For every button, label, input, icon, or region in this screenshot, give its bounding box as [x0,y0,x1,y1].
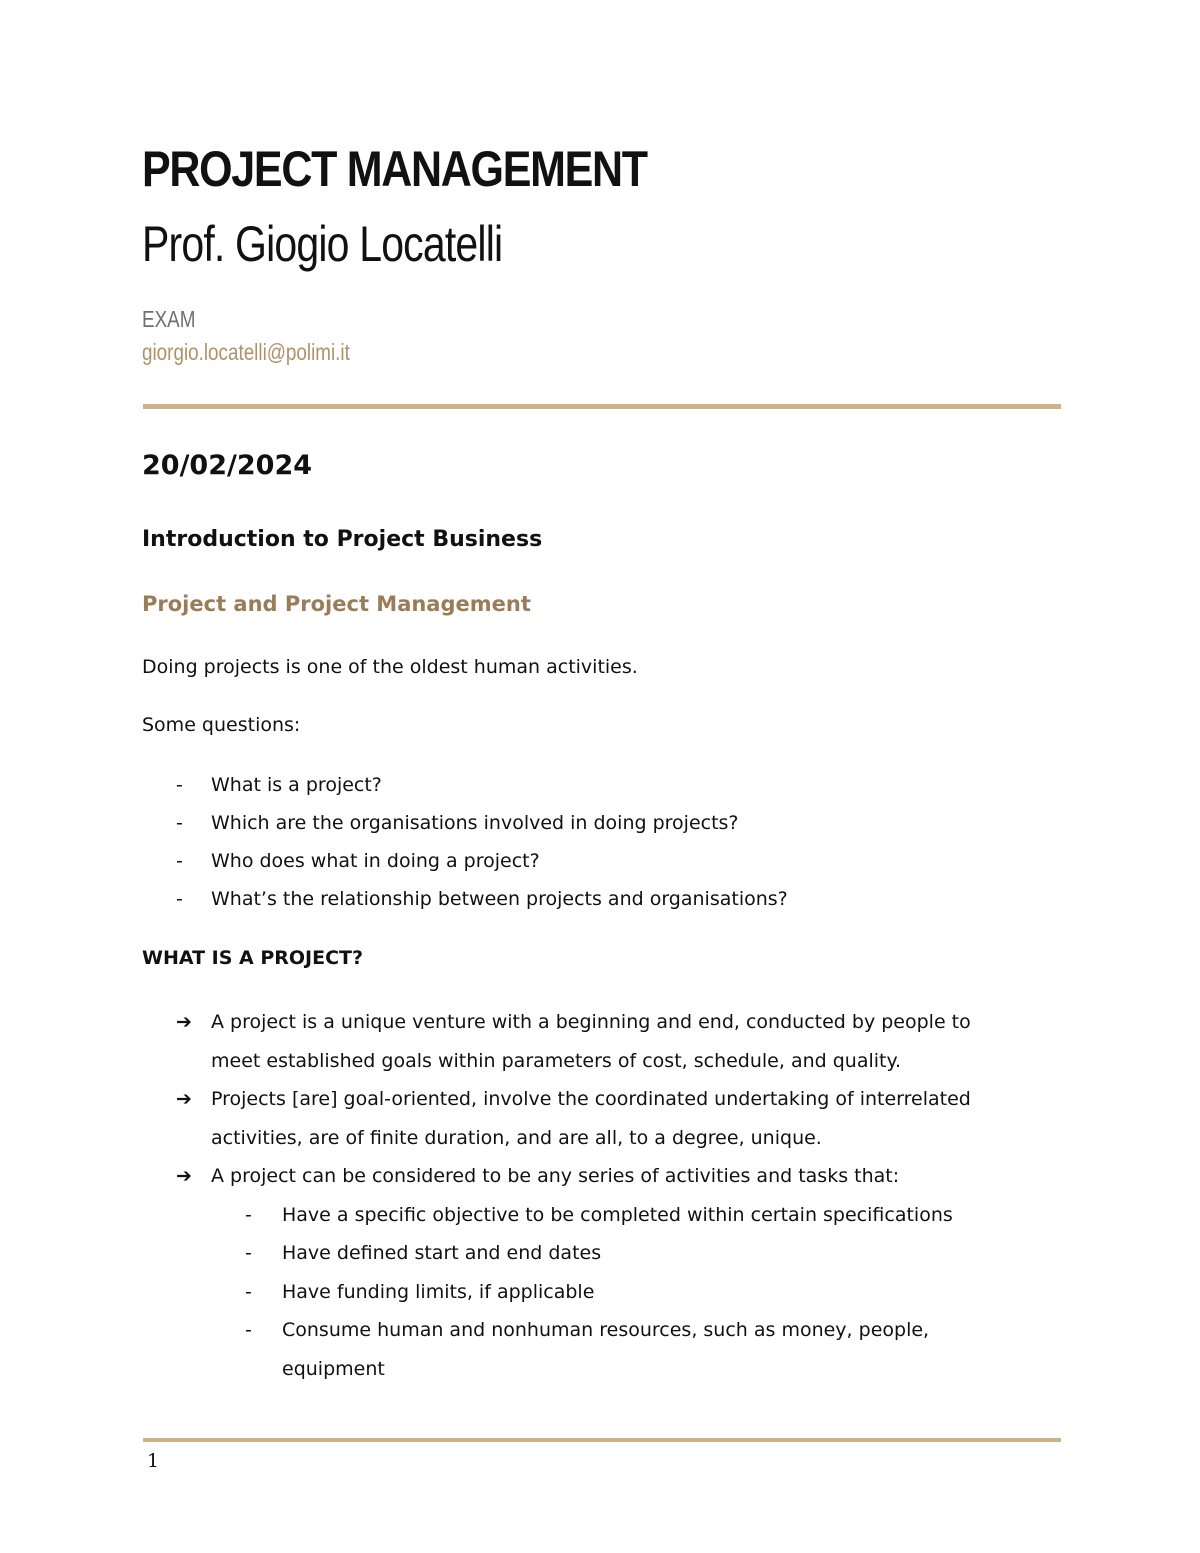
list-item [211,1234,1042,1273]
dash-bullet: - [245,1280,252,1303]
dash-bullet: - [176,888,183,910]
section-heading: Introduction to Project Business [142,527,543,552]
definition-item [142,1003,1042,1080]
definition-line: meet established goals within parameters of cost, schedule, and quality. [211,1049,902,1072]
arrow-bullet-icon: ➔ [176,1088,192,1110]
definition-line: Projects [are] goal-oriented, involve the coordinated undertaking of interrelated [211,1088,971,1110]
definition-line: A project is a unique venture with a beginning and end, conducted by people to [211,1011,971,1033]
dash-bullet: - [245,1319,252,1341]
list-item-text: Have funding limits, if applicable [282,1280,595,1303]
list-item-text: What’s the relationship between projects and organisations? [211,888,788,910]
definitions-list [142,1003,1042,1388]
intro-paragraph: Doing projects is one of the oldest human activities. [142,656,638,678]
document-subtitle: Prof. Giogio Locatelli [142,216,503,272]
author-email: giorgio.locatelli@polimi.it [142,339,350,365]
dash-bullet: - [245,1203,252,1226]
list-item [142,772,788,810]
list-item-text: Who does what in doing a project? [211,850,540,872]
arrow-bullet-icon: ➔ [176,1011,192,1033]
list-item-text: Consume human and nonhuman resources, such as money, people, [282,1319,930,1341]
dash-bullet: - [176,812,183,834]
subsection-heading: Project and Project Management [142,592,531,616]
dash-bullet: - [176,774,183,796]
page-number: 1 [147,1450,160,1472]
dash-bullet: - [245,1242,252,1264]
list-item-text: Have defined start and end dates [282,1242,602,1264]
dash-bullet: - [176,850,183,872]
definition-line: A project can be considered to be any series of activities and tasks that: [211,1165,900,1187]
list-item-text: What is a project? [211,774,382,796]
list-item [142,810,788,848]
list-item-text: Have a specific objective to be completed within certain specifications [282,1203,953,1226]
footer-divider [143,1438,1061,1442]
header-divider [143,404,1061,409]
list-item-text: Which are the organisations involved in doing projects? [211,812,739,834]
list-item [211,1273,1042,1312]
document-title: PROJECT MANAGEMENT [142,141,647,197]
exam-label: EXAM [142,306,196,332]
definition-item [142,1080,1042,1157]
questions-lead: Some questions: [142,714,301,736]
questions-list [142,772,788,924]
list-item-text-continued: equipment [282,1357,385,1380]
arrow-bullet-icon: ➔ [176,1165,192,1187]
what-is-heading: WHAT IS A PROJECT? [142,947,364,969]
list-item [142,886,788,924]
definition-item [142,1157,1042,1388]
criteria-list [211,1196,1042,1389]
list-item [211,1196,1042,1235]
list-item [211,1311,1042,1388]
list-item [142,848,788,886]
date-heading: 20/02/2024 [142,450,313,481]
definition-line: activities, are of finite duration, and are all, to a degree, unique. [211,1126,822,1149]
